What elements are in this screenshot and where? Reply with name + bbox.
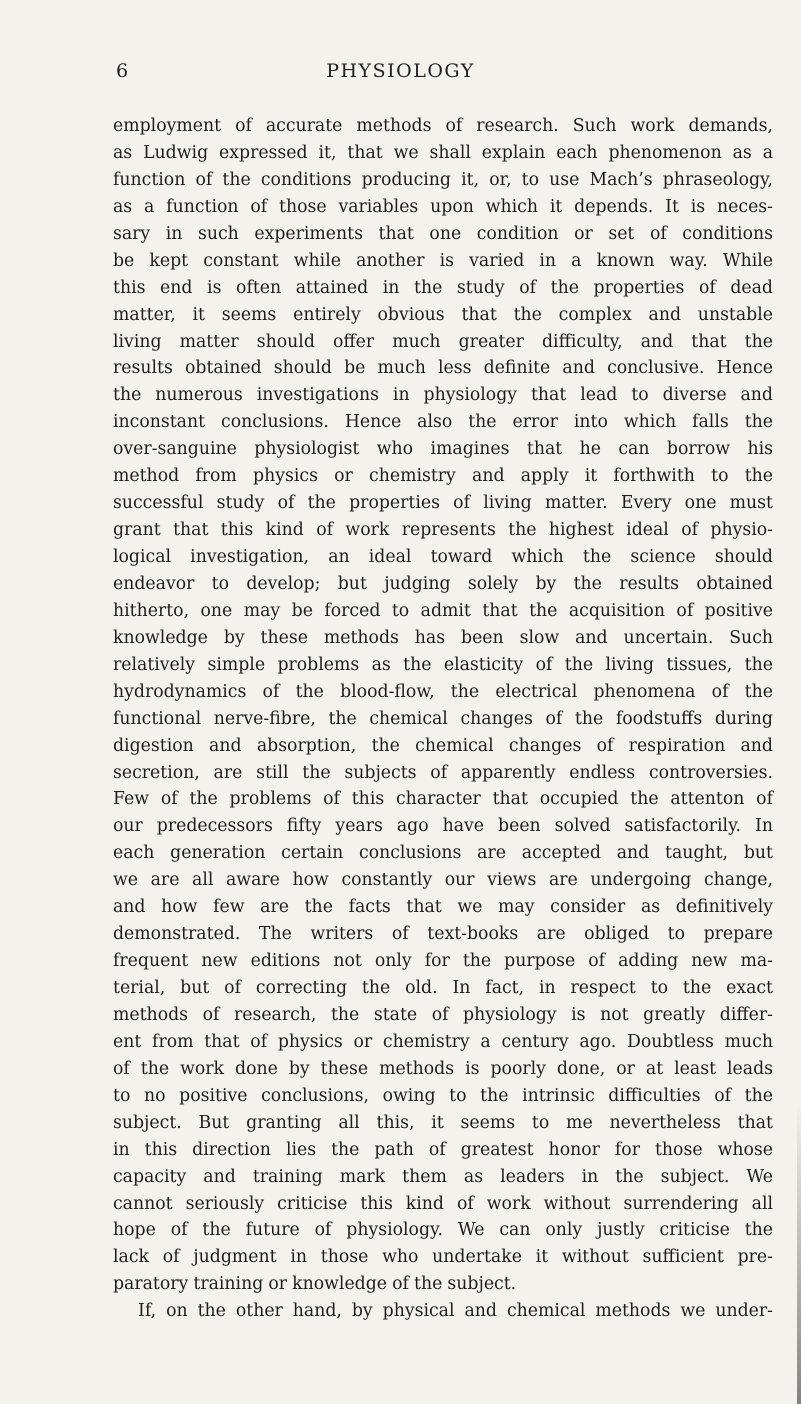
text-line: cannot seriously criticise this kind of work without surrendering all (113, 1193, 773, 1214)
text-line: ent from that of physics or chemistry a century ago. Doubtless much (113, 1031, 773, 1052)
text-line: knowledge by these methods has been slow and uncertain. Such (113, 627, 773, 648)
text-line: the numerous investigations in physiology that lead to diverse and (113, 385, 773, 406)
text-line: this end is often attained in the study of the properties of dead (113, 277, 773, 298)
section-title: PHYSIOLOGY (326, 60, 475, 82)
text-line: as a function of those variables upon which it depends. It is neces- (113, 196, 773, 217)
text-line: subject. But granting all this, it seems to me nevertheless that (113, 1112, 773, 1133)
text-line: demonstrated. The writers of text-books are obliged to prepare (113, 924, 773, 945)
text-line: secretion, are still the subjects of apparently endless controversies. (113, 762, 773, 783)
text-line: relatively simple problems as the elasticity of the living tissues, the (113, 654, 773, 675)
text-line: frequent new editions not only for the purpose of adding new ma- (113, 951, 773, 972)
text-line: terial, but of correcting the old. In fact, in respect to the exact (113, 978, 773, 998)
text-line-paragraph-end: paratory training or knowledge of the subject. (113, 1274, 517, 1295)
text-line: endeavor to develop; but judging solely by the results obtained (113, 573, 773, 594)
text-line: to no positive conclusions, owing to the intrinsic difficulties of the (113, 1085, 773, 1106)
page-number: 6 (116, 60, 129, 82)
running-head (0, 60, 801, 90)
text-line: functional nerve-fibre, the chemical changes of the foodstuffs during (113, 708, 773, 729)
text-line: employment of accurate methods of research. Such work demands, (113, 116, 773, 136)
text-line: as Ludwig expressed it, that we shall explain each phenomenon as a (113, 142, 773, 163)
text-line: hitherto, one may be forced to admit that the acquisition of positive (113, 600, 773, 621)
text-line: be kept constant while another is varied in a known way. While (113, 250, 773, 271)
text-line: successful study of the properties of living matter. Every one must (113, 493, 773, 514)
text-line: function of the conditions producing it, or, to use Mach’s phraseology, (113, 169, 773, 190)
text-line: methods of research, the state of physiology is not greatly differ- (113, 1004, 773, 1025)
text-line-paragraph-start: If, on the other hand, by physical and chemical methods we under- (138, 1301, 773, 1322)
text-line: living matter should offer much greater difficulty, and that the (113, 331, 773, 352)
text-line: over-sanguine physiologist who imagines that he can borrow his (113, 439, 773, 460)
text-line: grant that this kind of work represents the highest ideal of physio- (113, 520, 773, 541)
text-line: and how few are the facts that we may consider as definitively (113, 897, 773, 918)
text-line: capacity and training mark them as leaders in the subject. We (113, 1166, 773, 1187)
text-line: matter, it seems entirely obvious that the complex and unstable (113, 304, 773, 325)
text-line: inconstant conclusions. Hence also the error into which falls the (113, 412, 773, 433)
text-line: digestion and absorption, the chemical changes of respiration and (113, 735, 773, 756)
text-line: lack of judgment in those who undertake it without sufficient pre- (113, 1247, 773, 1268)
text-line: of the work done by these methods is poorly done, or at least leads (113, 1058, 773, 1079)
text-line: hydrodynamics of the blood-flow, the electrical phenomena of the (113, 681, 773, 702)
text-line: method from physics or chemistry and apply it forthwith to the (113, 466, 773, 487)
text-line: each generation certain conclusions are accepted and taught, but (113, 843, 773, 864)
page-edge-shadow (797, 1100, 801, 1404)
text-line: logical investigation, an ideal toward which the science should (113, 547, 773, 567)
text-line: hope of the future of physiology. We can only justly criticise the (113, 1220, 773, 1241)
text-line: our predecessors fifty years ago have been solved satisfactorily. In (113, 816, 773, 837)
text-line: sary in such experiments that one condition or set of conditions (113, 223, 773, 244)
text-line: results obtained should be much less definite and conclusive. Hence (113, 358, 773, 379)
text-line: Few of the problems of this character that occupied the attenton of (113, 789, 773, 810)
text-line: we are all aware how constantly our views are undergoing change, (113, 870, 773, 891)
text-line: in this direction lies the path of greatest honor for those whose (113, 1139, 773, 1160)
body-text (113, 113, 773, 1325)
